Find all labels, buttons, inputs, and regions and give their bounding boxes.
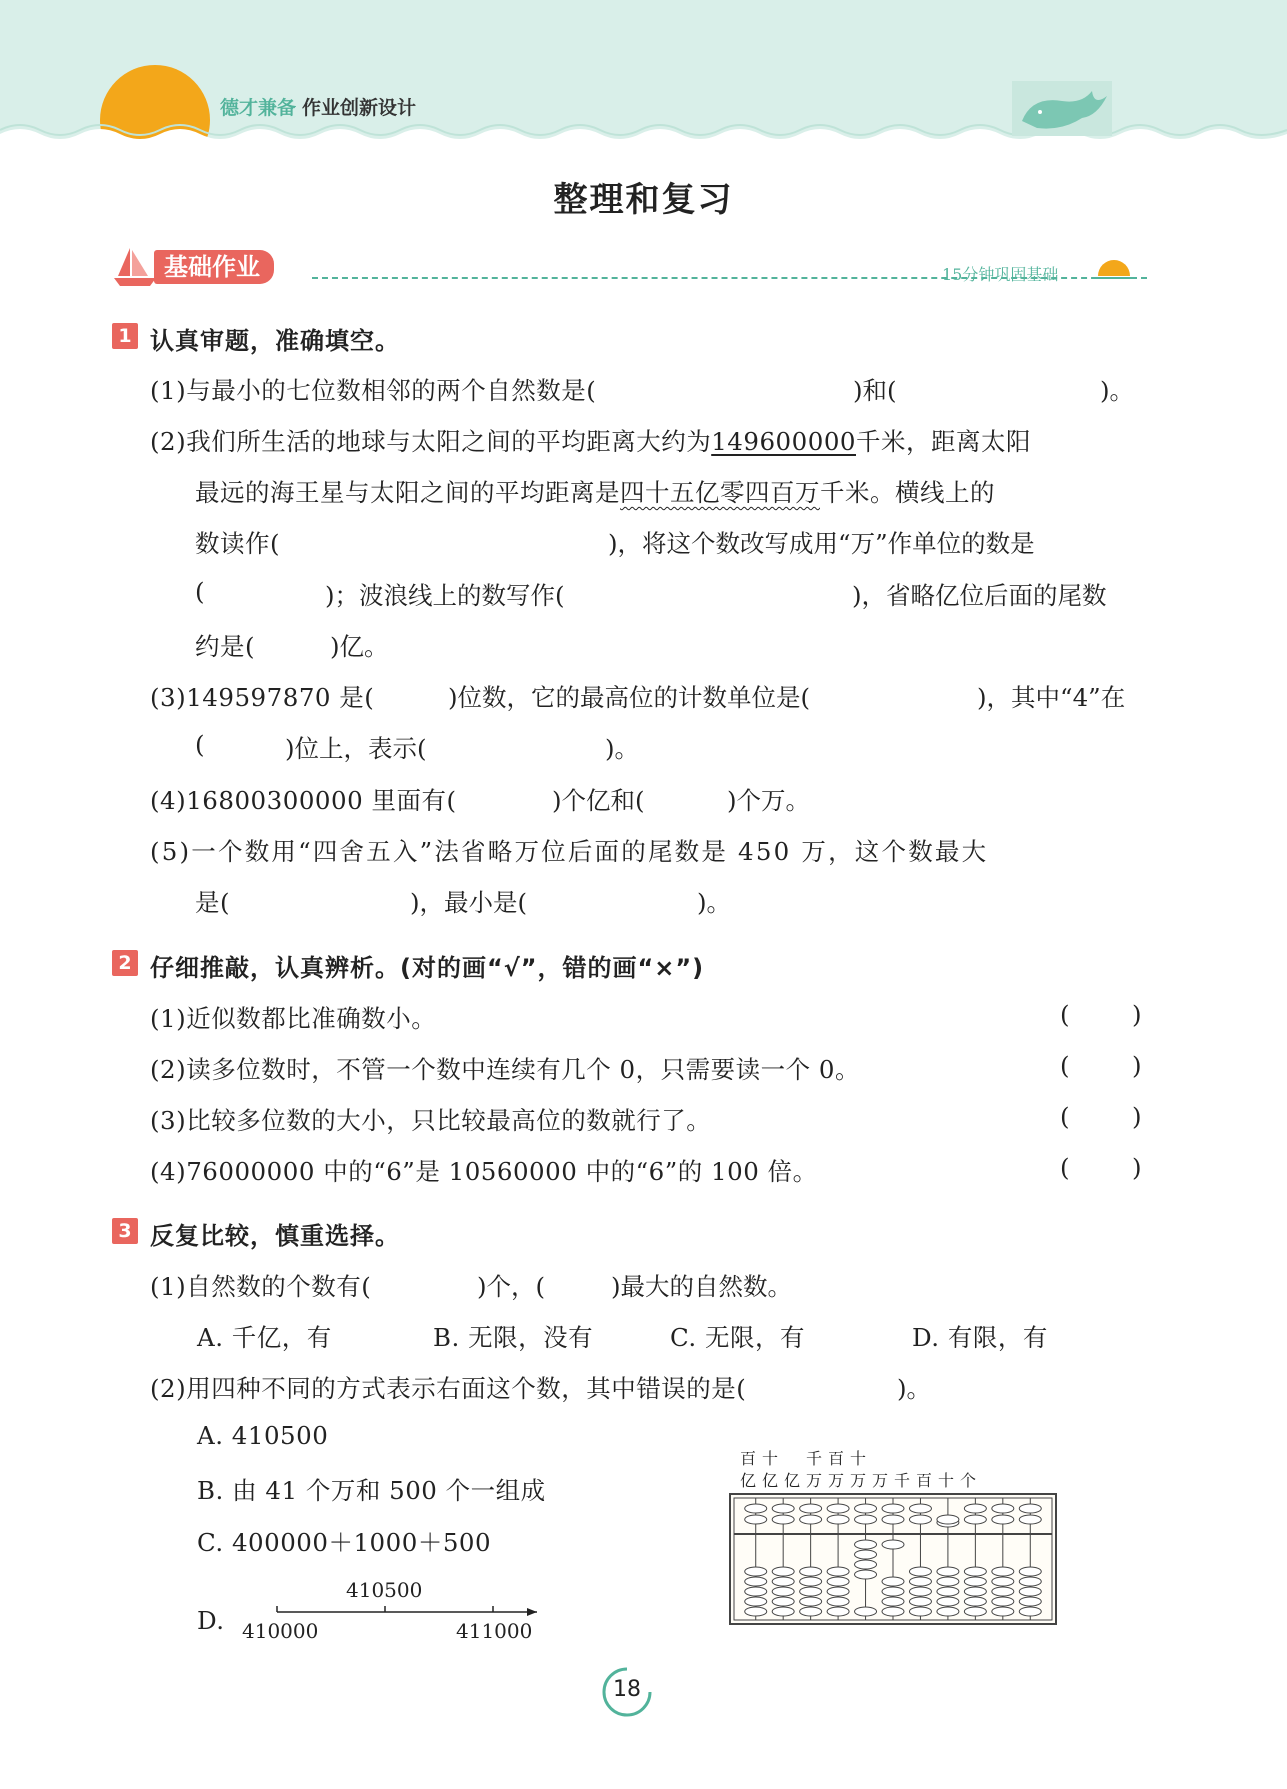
abacus-bead	[1019, 1577, 1041, 1586]
section-bar	[112, 244, 1147, 294]
choice-option: A. 410500	[197, 1421, 329, 1450]
section-tab: 基础作业	[154, 250, 274, 284]
abacus-bead	[937, 1567, 959, 1576]
abacus-bead	[992, 1504, 1014, 1513]
abacus-bead	[992, 1567, 1014, 1576]
abacus-bead	[882, 1587, 904, 1596]
abacus-bead	[964, 1504, 986, 1513]
q1-blank-sep: )和(	[853, 376, 897, 405]
q1-line-8b: )位上，表示(	[285, 734, 427, 763]
q1-line-8c: )。	[605, 734, 640, 763]
text: 千米，距离太阳	[856, 427, 1031, 456]
abacus-bead	[772, 1567, 794, 1576]
choice-option: A. 千亿，有	[197, 1323, 332, 1352]
abacus-bead	[964, 1597, 986, 1606]
q1-line-7c: )，其中“4”在	[977, 683, 1126, 712]
sunset-icon	[1092, 258, 1136, 280]
question-number: 3	[112, 1218, 138, 1244]
abacus-bead	[937, 1587, 959, 1596]
abacus-bead	[1019, 1597, 1041, 1606]
abacus-bead	[1019, 1504, 1041, 1513]
abacus-bead	[992, 1587, 1014, 1596]
abacus-bead	[992, 1515, 1014, 1524]
abacus-bead	[1019, 1587, 1041, 1596]
q1-line-4b: )，将这个数改写成用“万”作单位的数是	[608, 529, 1035, 558]
abacus-bead	[800, 1587, 822, 1596]
abacus-labels-bottom: 亿亿亿万万万万千百十个	[740, 1471, 983, 1490]
q1-line-11c: )。	[697, 888, 732, 917]
abacus-bead	[964, 1567, 986, 1576]
abacus-bead	[909, 1515, 931, 1524]
abacus-bead	[964, 1515, 986, 1524]
abacus-bead	[882, 1597, 904, 1606]
text: 最远的海王星与太阳之间的平均距离是	[195, 478, 620, 507]
abacus-bead	[827, 1607, 849, 1616]
choice-option: B. 由 41 个万和 500 个一组成	[197, 1476, 546, 1505]
abacus-bead	[772, 1515, 794, 1524]
q1-line-11b: )，最小是(	[410, 888, 528, 917]
abacus-bead	[964, 1587, 986, 1596]
abacus-bead	[909, 1607, 931, 1616]
q2-item: (1)近似数都比准确数小。	[150, 1004, 437, 1033]
abacus-bead	[1019, 1567, 1041, 1576]
abacus-bead	[909, 1597, 931, 1606]
q1-line-3	[195, 474, 995, 509]
wavy-underlined-number: 四十五亿零四百万	[620, 478, 820, 507]
q1-line-6b: )亿。	[330, 632, 389, 661]
abacus-bead	[800, 1577, 822, 1586]
q1-line-9b: )个亿和(	[552, 786, 645, 815]
q1-line-7b: )位数，它的最高位的计数单位是(	[448, 683, 811, 712]
brand-title	[220, 93, 416, 120]
abacus-bead	[909, 1504, 931, 1513]
abacus	[726, 1490, 1060, 1628]
q3-sub-2: (2)用四种不同的方式表示右面这个数，其中错误的是(	[150, 1374, 747, 1403]
answer-paren-close: )	[1132, 1051, 1142, 1080]
arrow-icon	[527, 1608, 537, 1616]
q1-line-9c: )个万。	[727, 786, 811, 815]
abacus-labels-top: 百十 千百十	[740, 1449, 873, 1468]
q1-line-6: 约是(	[195, 632, 256, 661]
answer-paren-open: (	[1060, 1102, 1070, 1131]
abacus-bead	[745, 1515, 767, 1524]
answer-paren-close: )	[1132, 1000, 1142, 1029]
abacus-bead	[1019, 1515, 1041, 1524]
abacus-bead	[827, 1567, 849, 1576]
q1-blank-end: )。	[1100, 376, 1135, 405]
abacus-bead	[855, 1504, 877, 1513]
brand-part-b: 作业创新设计	[302, 97, 417, 119]
abacus-bead	[827, 1597, 849, 1606]
abacus-bead	[800, 1515, 822, 1524]
number-line-left-label: 410000	[242, 1619, 319, 1643]
q1-line-1	[150, 372, 596, 407]
abacus-bead	[800, 1504, 822, 1513]
q1-line-5: (	[195, 577, 206, 606]
abacus-bead	[772, 1504, 794, 1513]
q3-sub-1: (1)自然数的个数有(	[150, 1272, 372, 1301]
section-subtitle: 15分钟巩固基础	[942, 265, 1059, 284]
q1-line-4: 数读作(	[195, 529, 281, 558]
q3-sub-1b: )个，(	[477, 1272, 546, 1301]
abacus-bead	[855, 1540, 877, 1549]
q1-line-8: (	[195, 730, 206, 759]
abacus-bead	[909, 1587, 931, 1596]
choice-option: C. 无限，有	[670, 1323, 805, 1352]
question-heading: 认真审题，准确填空。	[150, 327, 400, 355]
choice-option: D.	[197, 1606, 225, 1635]
abacus-bead	[855, 1550, 877, 1559]
abacus-bead	[855, 1570, 877, 1579]
abacus-bead	[964, 1607, 986, 1616]
number-line-right-label: 411000	[456, 1619, 533, 1643]
q1-line-5b: )；波浪线上的数写作(	[325, 581, 565, 610]
answer-paren-open: (	[1060, 1051, 1070, 1080]
abacus-bead	[855, 1515, 877, 1524]
abacus-bead	[772, 1587, 794, 1596]
abacus-bead	[937, 1597, 959, 1606]
abacus-bead	[992, 1597, 1014, 1606]
abacus-bead	[800, 1607, 822, 1616]
text: 千米。横线上的	[820, 478, 995, 507]
choice-option: D. 有限，有	[912, 1323, 1048, 1352]
q1-line-5c: )，省略亿位后面的尾数	[852, 581, 1107, 610]
q3-sub-1c: )最大的自然数。	[611, 1272, 793, 1301]
abacus-bead	[800, 1597, 822, 1606]
abacus-bead	[772, 1607, 794, 1616]
abacus-bead	[937, 1515, 959, 1524]
sailboat-icon	[112, 244, 158, 290]
abacus-bead	[855, 1560, 877, 1569]
choice-option: C. 400000＋1000＋500	[197, 1528, 492, 1557]
abacus-bead	[909, 1577, 931, 1586]
abacus-bead	[745, 1597, 767, 1606]
q1-line-10: (5)一个数用“四舍五入”法省略万位后面的尾数是 450 万，这个数最大	[150, 837, 989, 866]
answer-paren-open: (	[1060, 1000, 1070, 1029]
abacus-bead	[827, 1504, 849, 1513]
abacus-bead	[882, 1607, 904, 1616]
question-heading: 反复比较，慎重选择。	[150, 1222, 400, 1250]
abacus-bead	[827, 1515, 849, 1524]
q3-sub-2b: )。	[897, 1374, 932, 1403]
question-heading: 仔细推敲，认真辨析。(对的画“√”，错的画“×”)	[150, 954, 705, 982]
abacus-bead	[992, 1607, 1014, 1616]
abacus-bead	[855, 1607, 877, 1616]
answer-paren-open: (	[1060, 1153, 1070, 1182]
abacus-bead	[882, 1577, 904, 1586]
abacus-bead	[800, 1567, 822, 1576]
underlined-number: 149600000	[711, 427, 856, 456]
page-number: 18	[613, 1677, 641, 1702]
abacus-bead	[964, 1577, 986, 1586]
abacus-bead	[745, 1567, 767, 1576]
brand-part-a: 德才兼备	[220, 97, 297, 119]
number-line-mid-label: 410500	[346, 1578, 423, 1602]
abacus-bead	[882, 1540, 904, 1549]
abacus-bead	[772, 1577, 794, 1586]
abacus-bead	[772, 1597, 794, 1606]
abacus-bead	[745, 1504, 767, 1513]
choice-option: B. 无限，没有	[433, 1323, 594, 1352]
q2-item: (4)76000000 中的“6”是 10560000 中的“6”的 100 倍。	[150, 1157, 818, 1186]
question-number: 2	[112, 950, 138, 976]
abacus-bead	[937, 1607, 959, 1616]
abacus-bead	[745, 1577, 767, 1586]
abacus-bead	[992, 1577, 1014, 1586]
abacus-bead	[937, 1577, 959, 1586]
abacus-bead	[1019, 1607, 1041, 1616]
q1-line-11: 是(	[195, 888, 231, 917]
answer-paren-close: )	[1132, 1153, 1142, 1182]
question-number: 1	[112, 323, 138, 349]
abacus-bead	[827, 1587, 849, 1596]
abacus-bead	[882, 1515, 904, 1524]
answer-paren-close: )	[1132, 1102, 1142, 1131]
abacus-bead	[745, 1607, 767, 1616]
abacus-bead	[909, 1567, 931, 1576]
text: (1)与最小的七位数相邻的两个自然数是(	[150, 376, 597, 405]
abacus-bead	[827, 1577, 849, 1586]
q2-item: (3)比较多位数的大小，只比较最高位的数就行了。	[150, 1106, 712, 1135]
page-title: 整理和复习	[553, 180, 734, 220]
abacus-bead	[882, 1504, 904, 1513]
q2-item: (2)读多位数时，不管一个数中连续有几个 0，只需要读一个 0。	[150, 1055, 860, 1084]
text: (2)我们所生活的地球与太阳之间的平均距离大约为	[150, 427, 712, 456]
whale-icon	[1012, 76, 1112, 136]
q1-line-7: (3)149597870 是(	[150, 683, 375, 712]
q1-line-2	[150, 423, 1031, 458]
page-header	[0, 0, 1287, 150]
q1-line-9: (4)16800300000 里面有(	[150, 786, 457, 815]
abacus-bead	[745, 1587, 767, 1596]
